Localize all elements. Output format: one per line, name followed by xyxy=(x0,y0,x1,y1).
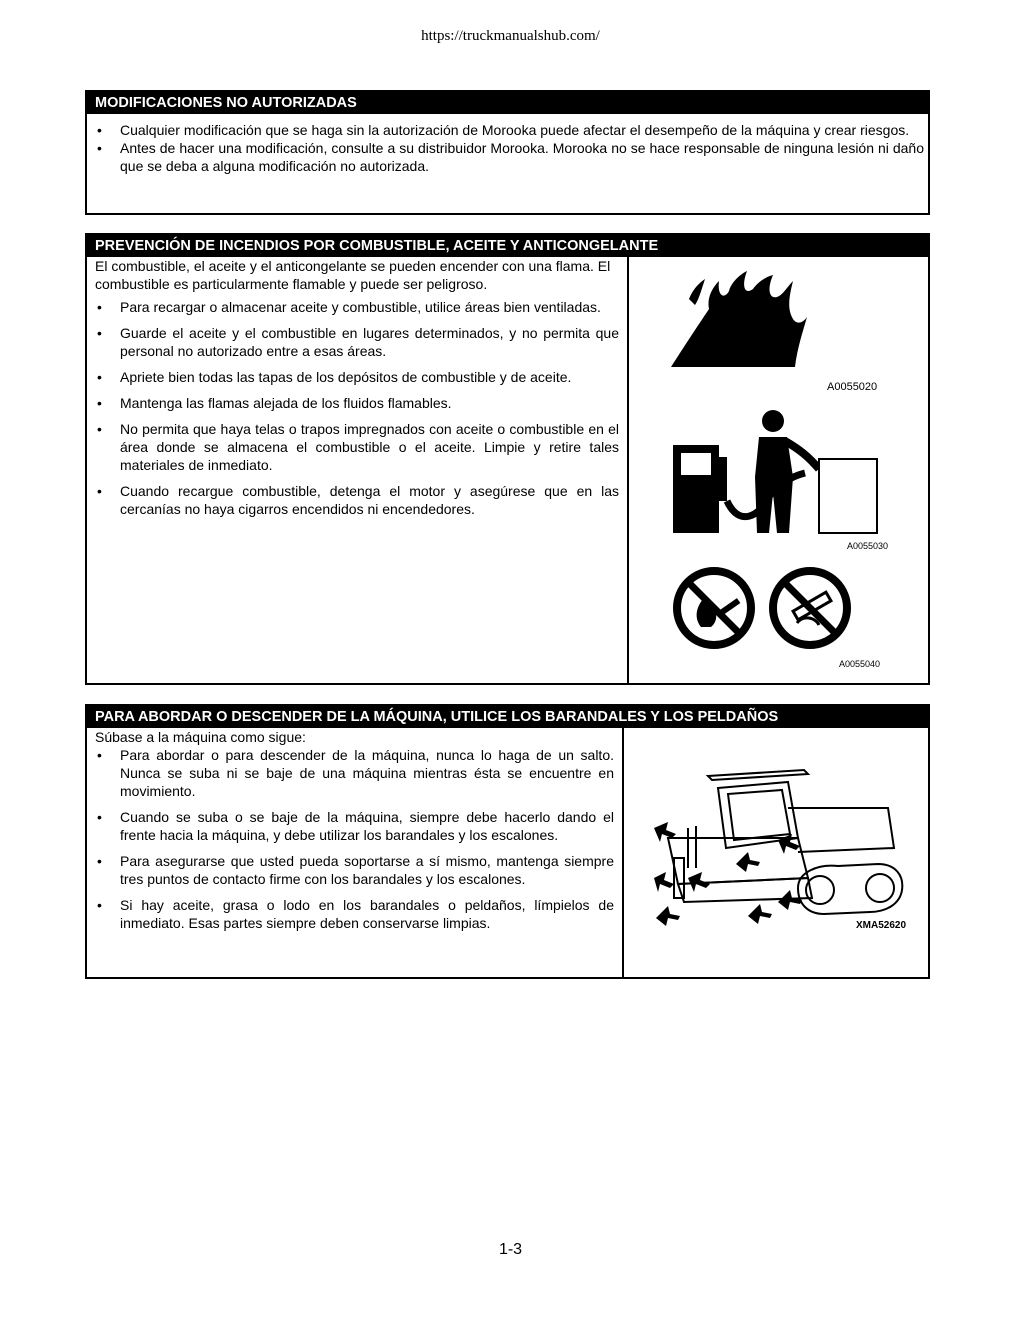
text-column xyxy=(87,257,629,683)
figure-code: A0055020 xyxy=(827,381,878,393)
page-url: https://truckmanualshub.com/ xyxy=(421,28,600,44)
intro-text: El combustible, el aceite y el anticongelante se pueden encender con una flama. El combustible es particularmente flamable y puede ser peligroso. xyxy=(95,258,611,292)
list-item: • Guarde el aceite y el combustible en lugares determinados, y no permita que personal no autorizado entre a esas áreas. xyxy=(95,324,619,360)
section-unauthorized-modifications xyxy=(85,90,930,215)
refueling-person-icon xyxy=(669,407,881,537)
figure-code: A0055030 xyxy=(847,541,889,551)
page-number: 1-3 xyxy=(498,1241,523,1258)
list-item: • Cualquier modificación que se haga sin la autorización de Morooka puede afectar el desempeño de la máquina y crear riesgos. xyxy=(87,121,924,139)
list-item: • Para recargar o almacenar aceite y combustible, utilice áreas bien ventiladas. xyxy=(95,298,619,316)
crawler-carrier-icon xyxy=(648,768,908,938)
bullet-list xyxy=(95,298,619,518)
illustration-column xyxy=(624,728,928,977)
list-item: • Antes de hacer una modificación, consulte a su distribuidor Morooka. Morooka no se hace responsable de ninguna lesión ni daño que se deba a alguna modificación no autorizada. xyxy=(87,139,924,175)
flame-icon xyxy=(669,269,809,369)
list-item: • Mantenga las flamas alejada de los fluidos flamables. xyxy=(95,394,619,412)
list-item: • Si hay aceite, grasa o lodo en los barandales o peldaños, límpielos de inmediato. Esas partes siempre deben conservarse limpias. xyxy=(95,896,614,932)
section-title: PARA ABORDAR O DESCENDER DE LA MÁQUINA, UTILICE LOS BARANDALES Y LOS PELDAÑOS xyxy=(87,706,928,728)
bullet-list xyxy=(87,114,928,175)
section-title: PREVENCIÓN DE INCENDIOS POR COMBUSTIBLE, ACEITE Y ANTICONGELANTE xyxy=(87,235,928,257)
section-fire-prevention xyxy=(85,233,930,685)
section-board-descend-machine xyxy=(85,704,930,979)
intro-text: Súbase a la máquina como sigue: xyxy=(95,729,306,745)
list-item: • Apriete bien todas las tapas de los depósitos de combustible y de aceite. xyxy=(95,368,619,386)
list-item: • Para asegurarse que usted pueda soportarse a sí mismo, mantenga siempre tres puntos de contacto firme con los barandales y los escalones. xyxy=(95,852,614,888)
no-flames-icon xyxy=(671,565,757,651)
figure-code: XMA52620 xyxy=(856,920,907,931)
list-item: • Cuando se suba o se baje de la máquina, siempre debe hacerlo dando el frente hacia la máquina, y debe utilizar los barandales y los escalones. xyxy=(95,808,614,844)
bullet-list xyxy=(95,746,614,932)
figure-code: A0055040 xyxy=(839,659,881,669)
illustration-column xyxy=(629,257,928,683)
section-title: MODIFICACIONES NO AUTORIZADAS xyxy=(87,92,928,114)
no-smoking-icon xyxy=(767,565,853,651)
list-item: • Cuando recargue combustible, detenga el motor y asegúrese que en las cercanías no haya cigarros encendidos ni encendedores. xyxy=(95,482,619,518)
list-item: • Para abordar o para descender de la máquina, nunca lo haga de un salto. Nunca se suba ni se baje de una máquina mientras ésta se encuentre en movimiento. xyxy=(95,746,614,800)
list-item: • No permita que haya telas o trapos impregnados con aceite o combustible en el área donde se almacena el combustible o el aceite. Limpie y retire tales materiales de inmediato. xyxy=(95,420,619,474)
text-column xyxy=(87,728,624,977)
